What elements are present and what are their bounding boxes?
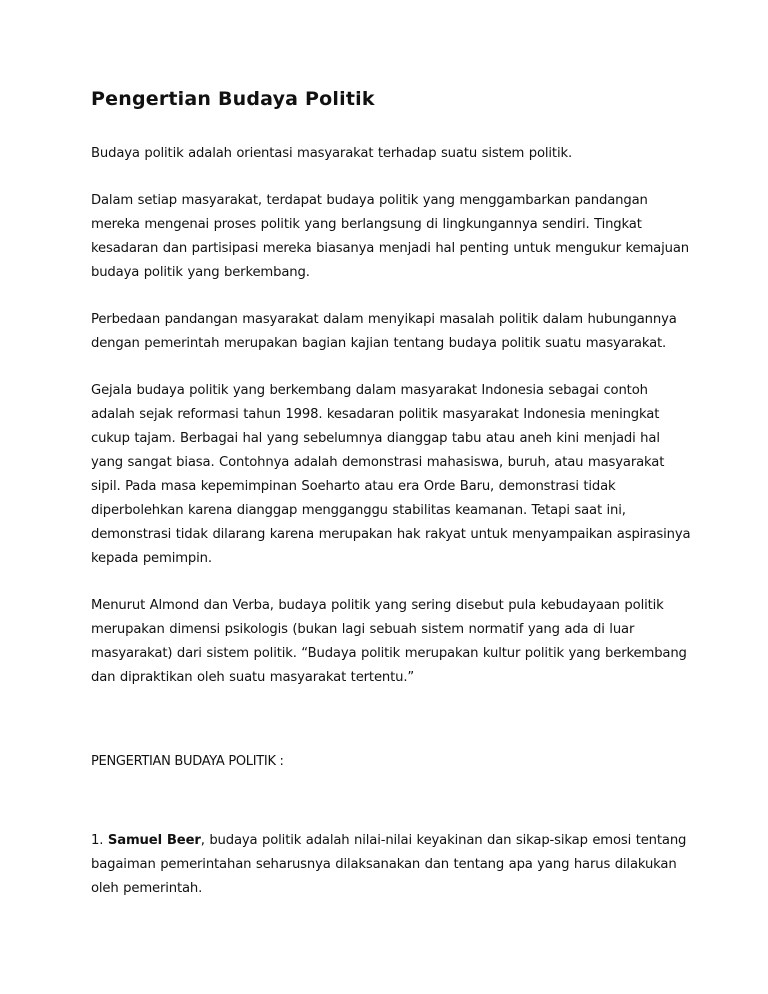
list-item-number: 1. xyxy=(91,833,104,848)
document-title: Pengertian Budaya Politik xyxy=(91,88,375,110)
paragraph-differences: Perbedaan pandangan masyarakat dalam menyikapi masalah politik dalam hubungannya dengan pemerintah merupakan bagian kajian tentang budaya politik suatu masyarakat. xyxy=(91,312,677,351)
section-heading: PENGERTIAN BUDAYA POLITIK : xyxy=(91,754,284,769)
paragraph-indonesia: Gejala budaya politik yang berkembang dalam masyarakat Indonesia sebagai contoh adalah sejak reformasi tahun 1998. kesadaran politik masyarakat Indonesia meningkat cukup tajam. Berbagai hal yang sebelumnya dianggap tabu atau aneh kini menjadi hal yang sangat biasa. Contohnya adalah demonstrasi mahasiswa, buruh, atau masyarakat sipil. Pada masa kepemimpinan Soeharto atau era Orde Baru, demonstrasi tidak diperbolehkan karena dianggap mengganggu stabilitas keamanan. Tetapi saat ini, demonstrasi tidak dilarang karena merupakan hak rakyat untuk menyampaikan aspirasinya kepada pemimpin. xyxy=(91,383,691,566)
paragraph-society: Dalam setiap masyarakat, terdapat budaya politik yang menggambarkan pandangan mereka mengenai proses politik yang berlangsung di lingkungannya sendiri. Tingkat kesadaran dan partisipasi mereka biasanya menjadi hal penting untuk mengukur kemajuan budaya politik yang berkembang. xyxy=(91,193,689,280)
paragraph-almond-verba: Menurut Almond dan Verba, budaya politik yang sering disebut pula kebudayaan politik merupakan dimensi psikologis (bukan lagi sebuah sistem normatif yang ada di luar masyarakat) dari sistem politik. “Budaya politik merupakan kultur politik yang berkembang dan dipraktikan oleh suatu masyarakat tertentu.” xyxy=(91,598,687,685)
document-page xyxy=(91,88,691,901)
list-item-text: , budaya politik adalah nilai-nilai keyakinan dan sikap-sikap emosi tentang bagaiman pemerintahan seharusnya dilaksanakan dan tentang apa yang harus dilakukan oleh pemerintah. xyxy=(91,833,687,896)
list-item xyxy=(91,829,691,901)
list-item-name: Samuel Beer xyxy=(107,833,201,848)
paragraph-definition: Budaya politik adalah orientasi masyarakat terhadap suatu sistem politik. xyxy=(91,146,573,161)
